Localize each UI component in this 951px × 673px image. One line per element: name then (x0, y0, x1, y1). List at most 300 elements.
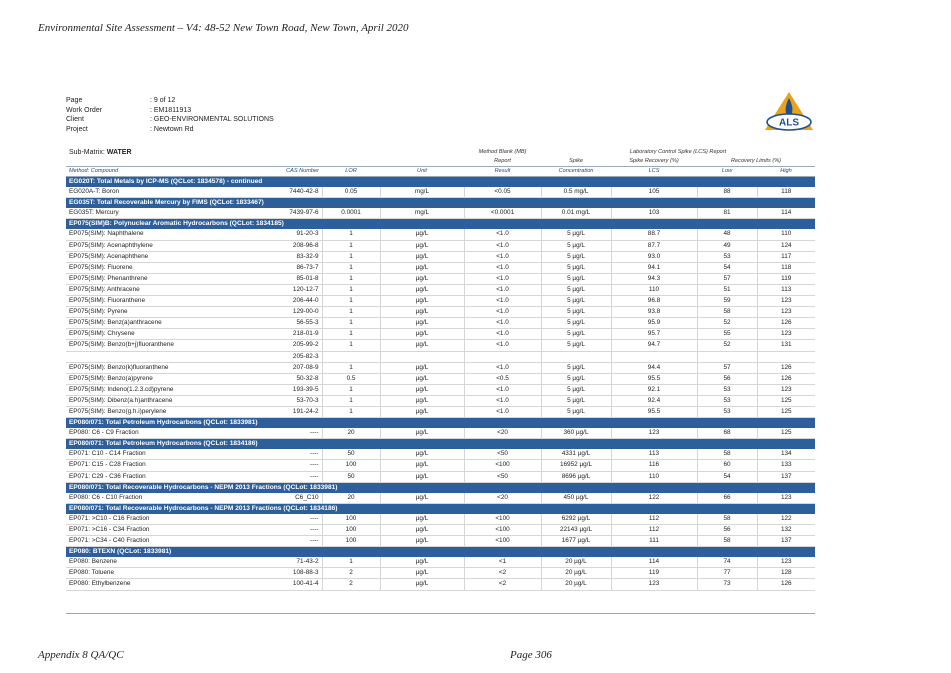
cell-unit: µg/L (380, 229, 464, 240)
cell-unit: µg/L (380, 362, 464, 373)
cell-lor: 1 (322, 318, 380, 329)
cell-compound: EP075(SIM): Benzo(k)fluoranthene (66, 362, 236, 373)
table-row (66, 340, 815, 351)
table-row (66, 329, 815, 340)
cell-lor: 1 (322, 362, 380, 373)
cell-lcs-recovery: 112 (611, 514, 697, 525)
section-title: EP080/071: Total Petroleum Hydrocarbons (QCLot: 1833981) (66, 418, 815, 429)
cell-recovery-low: 73 (697, 579, 757, 590)
cell-lcs-recovery: 87.7 (611, 240, 697, 251)
document-header: Environmental Site Assessment – V4: 48-52 New Town Road, New Town, April 2020 (38, 22, 409, 34)
cell-recovery-low: 88 (697, 187, 757, 198)
cell-cas-number: 7439-97-6 (236, 208, 322, 219)
cell-lcs-recovery: 94.4 (611, 362, 697, 373)
cell-compound: EP075(SIM): Fluoranthene (66, 296, 236, 307)
cell-recovery-low: 52 (697, 318, 757, 329)
section-title: EP080: BTEXN (QCLot: 1833981) (66, 547, 815, 558)
cell-spike-concentration: 5 µg/L (541, 329, 611, 340)
section-title: EG020T: Total Metals by ICP-MS (QCLot: 1834578) - continued (66, 177, 815, 188)
bottom-rule (66, 613, 815, 614)
section-title: EP080/071: Total Recoverable Hydrocarbons - NEPM 2013 Fractions (QCLot: 1833981) (66, 482, 815, 493)
header-lcs-report: Laboratory Control Spike (LCS) Report (629, 149, 727, 155)
qc-report (66, 96, 815, 588)
cell-result: <1.0 (464, 384, 541, 395)
section-header (66, 547, 815, 558)
cell-spike-concentration: 5 µg/L (541, 373, 611, 384)
cell-lcs-recovery: 93.0 (611, 251, 697, 262)
cell-recovery-high: 110 (757, 229, 815, 240)
cell-cas-number: 120-12-7 (236, 284, 322, 295)
cell-cas-number: 208-96-8 (236, 240, 322, 251)
cell-recovery-high: 122 (757, 514, 815, 525)
cell-result: <50 (464, 471, 541, 482)
cell-lor: 1 (322, 284, 380, 295)
header-low: Low (697, 167, 757, 177)
cell-lcs-recovery: 123 (611, 428, 697, 439)
cell-compound: EP075(SIM): Anthracene (66, 284, 236, 295)
cell-lcs-recovery: 96.8 (611, 296, 697, 307)
cell-spike-concentration: 5 µg/L (541, 340, 611, 351)
cell-compound: EP080: Ethylbenzene (66, 579, 236, 590)
table-row (66, 428, 815, 439)
cell-recovery-low: 58 (697, 449, 757, 460)
cell-compound: EP071: >C16 - C34 Fraction (66, 525, 236, 536)
cell-result: <100 (464, 536, 541, 547)
cell-lor: 100 (322, 460, 380, 471)
header-result: Result (464, 167, 541, 177)
cell-lor: 1 (322, 340, 380, 351)
cell-lor: 1 (322, 384, 380, 395)
cell-recovery-low: 58 (697, 307, 757, 318)
cell-compound: EP075(SIM): Dibenz(a.h)anthracene (66, 395, 236, 406)
cell-compound: EP075(SIM): Pyrene (66, 307, 236, 318)
cell-recovery-low: 66 (697, 493, 757, 504)
cell-unit: µg/L (380, 284, 464, 295)
cell-cas-number: ---- (236, 471, 322, 482)
cell-recovery-high: 123 (757, 296, 815, 307)
header-row-3 (66, 167, 815, 177)
cell-lor: 1 (322, 329, 380, 340)
cell-cas-number: ---- (236, 525, 322, 536)
cell-lor: 20 (322, 428, 380, 439)
cell-unit: µg/L (380, 493, 464, 504)
cell-lor: 50 (322, 449, 380, 460)
cell-spike-concentration: 5 µg/L (541, 229, 611, 240)
table-row (66, 449, 815, 460)
table-row (66, 536, 815, 547)
meta-label: Page (66, 97, 83, 104)
cell-unit: µg/L (380, 406, 464, 417)
section-header (66, 503, 815, 514)
cell-lor: 0.5 (322, 373, 380, 384)
cell-compound: EG035T: Mercury (66, 208, 236, 219)
cell-recovery-high: 117 (757, 251, 815, 262)
cell-spike-concentration: 5 µg/L (541, 251, 611, 262)
cell-spike-concentration: 5 µg/L (541, 406, 611, 417)
cell-spike-concentration: 5 µg/L (541, 318, 611, 329)
cell-compound: EP075(SIM): Phenanthrene (66, 273, 236, 284)
cell-result: <1.0 (464, 240, 541, 251)
cell-lcs-recovery: 95.9 (611, 318, 697, 329)
cell-compound: EP075(SIM): Acenaphthylene (66, 240, 236, 251)
cell-cas-number: 71-43-2 (236, 557, 322, 568)
cell-cas-number: 191-24-2 (236, 406, 322, 417)
section-header (66, 219, 815, 230)
cell-spike-concentration: 5 µg/L (541, 307, 611, 318)
cell-result: <1.0 (464, 307, 541, 318)
table-row (66, 284, 815, 295)
cell-lor: 1 (322, 240, 380, 251)
cell-unit: µg/L (380, 536, 464, 547)
meta-value: : Newtown Rd (150, 125, 194, 133)
cell-recovery-high: 123 (757, 307, 815, 318)
cell-compound: EP075(SIM): Acenaphthene (66, 251, 236, 262)
cell-spike-concentration (541, 351, 611, 362)
cell-cas-number: ---- (236, 460, 322, 471)
cell-spike-concentration: 20 µg/L (541, 579, 611, 590)
cell-lor: 100 (322, 514, 380, 525)
cell-recovery-high: 124 (757, 240, 815, 251)
cell-recovery-high (757, 351, 815, 362)
cell-lor: 20 (322, 493, 380, 504)
meta-row (66, 106, 815, 116)
cell-result: <50 (464, 449, 541, 460)
table-row (66, 307, 815, 318)
table-row (66, 406, 815, 417)
cell-unit: µg/L (380, 262, 464, 273)
cell-lor: 2 (322, 579, 380, 590)
cell-cas-number: 218-01-9 (236, 329, 322, 340)
header-method-blank: Method Blank (MB) (478, 149, 527, 155)
cell-unit: µg/L (380, 384, 464, 395)
cell-spike-concentration: 0.01 mg/L (541, 208, 611, 219)
logo-text: ALS (779, 117, 799, 129)
qc-results-table (66, 148, 815, 591)
section-header (66, 482, 815, 493)
table-row (66, 262, 815, 273)
cell-unit: mg/L (380, 187, 464, 198)
cell-spike-concentration: 5 µg/L (541, 284, 611, 295)
header-concentration: Concentration (541, 167, 611, 177)
cell-recovery-low: 56 (697, 373, 757, 384)
cell-recovery-low: 52 (697, 340, 757, 351)
header-blank (66, 157, 236, 167)
cell-lcs-recovery: 114 (611, 557, 697, 568)
cell-result: <1.0 (464, 406, 541, 417)
cell-spike-concentration: 20 µg/L (541, 568, 611, 579)
cell-lcs-recovery: 105 (611, 187, 697, 198)
cell-recovery-high: 137 (757, 536, 815, 547)
header-blank (322, 157, 380, 167)
table-row (66, 525, 815, 536)
cell-compound: EP071: C15 - C28 Fraction (66, 460, 236, 471)
header-report: Report (494, 158, 511, 164)
cell-spike-concentration: 5 µg/L (541, 240, 611, 251)
meta-row (66, 125, 815, 135)
cell-recovery-high: 133 (757, 460, 815, 471)
cell-lcs-recovery: 113 (611, 449, 697, 460)
cell-compound: EG020A-T: Boron (66, 187, 236, 198)
cell-result: <1 (464, 557, 541, 568)
cell-spike-concentration: 0.5 mg/L (541, 187, 611, 198)
cell-cas-number: 91-20-3 (236, 229, 322, 240)
cell-recovery-low: 53 (697, 406, 757, 417)
cell-unit: µg/L (380, 449, 464, 460)
meta-value: : GEO-ENVIRONMENTAL SOLUTIONS (150, 116, 274, 124)
cell-recovery-high: 126 (757, 579, 815, 590)
cell-recovery-high: 118 (757, 187, 815, 198)
cell-recovery-low: 57 (697, 273, 757, 284)
cell-cas-number: 100-41-4 (236, 579, 322, 590)
cell-lor: 1 (322, 307, 380, 318)
cell-recovery-high: 137 (757, 471, 815, 482)
cell-lor: 1 (322, 406, 380, 417)
cell-lor: 100 (322, 536, 380, 547)
cell-spike-concentration: 16952 µg/L (541, 460, 611, 471)
header-lcs: LCS (611, 167, 697, 177)
header-recovery-limits: Recovery Limits (%) (731, 158, 782, 164)
section-header (66, 198, 815, 209)
cell-spike-concentration: 8696 µg/L (541, 471, 611, 482)
cell-spike-concentration: 5 µg/L (541, 273, 611, 284)
cell-lor: 0.05 (322, 187, 380, 198)
header-blank (380, 148, 464, 157)
cell-result: <2 (464, 568, 541, 579)
cell-unit: µg/L (380, 296, 464, 307)
header-spike-recovery: Spike Recovery (%) (629, 158, 679, 164)
header-row-1 (66, 148, 815, 157)
cell-cas-number: 56-55-3 (236, 318, 322, 329)
cell-result: <1.0 (464, 251, 541, 262)
cell-unit: µg/L (380, 525, 464, 536)
section-title: EG035T: Total Recoverable Mercury by FIMS (QCLot: 1833467) (66, 198, 815, 209)
cell-lor: 1 (322, 273, 380, 284)
section-title: EP080/071: Total Recoverable Hydrocarbons - NEPM 2013 Fractions (QCLot: 1834186) (66, 503, 815, 514)
cell-spike-concentration: 20 µg/L (541, 557, 611, 568)
cell-unit: µg/L (380, 273, 464, 284)
cell-unit: µg/L (380, 471, 464, 482)
cell-lcs-recovery: 95.7 (611, 329, 697, 340)
cell-cas-number: ---- (236, 514, 322, 525)
header-cas-number: CAS Number (236, 167, 322, 177)
cell-compound: EP075(SIM): Benzo(g.h.i)perylene (66, 406, 236, 417)
cell-cas-number: C6_C10 (236, 493, 322, 504)
table-row (66, 351, 815, 362)
cell-spike-concentration: 5 µg/L (541, 362, 611, 373)
cell-compound: EP075(SIM): Benzo(b+j)fluoranthene (66, 340, 236, 351)
cell-lcs-recovery: 110 (611, 284, 697, 295)
cell-unit: µg/L (380, 340, 464, 351)
table-row (66, 229, 815, 240)
cell-recovery-low: 54 (697, 262, 757, 273)
cell-result: <0.0001 (464, 208, 541, 219)
cell-unit: mg/L (380, 208, 464, 219)
cell-recovery-high: 125 (757, 406, 815, 417)
cell-unit (380, 351, 464, 362)
cell-recovery-high: 125 (757, 428, 815, 439)
table-row (66, 460, 815, 471)
meta-row (66, 96, 815, 106)
cell-lcs-recovery (611, 351, 697, 362)
table-row (66, 208, 815, 219)
cell-recovery-low: 77 (697, 568, 757, 579)
cell-compound: EP075(SIM): Benz(a)anthracene (66, 318, 236, 329)
header-blank (322, 148, 380, 157)
cell-result: <0.05 (464, 187, 541, 198)
cell-unit: µg/L (380, 318, 464, 329)
cell-lcs-recovery: 112 (611, 525, 697, 536)
table-row (66, 273, 815, 284)
section-header (66, 418, 815, 429)
header-row-2 (66, 157, 815, 167)
cell-unit: µg/L (380, 307, 464, 318)
cell-result: <100 (464, 460, 541, 471)
table-row (66, 373, 815, 384)
cell-unit: µg/L (380, 428, 464, 439)
cell-lcs-recovery: 95.5 (611, 373, 697, 384)
cell-lcs-recovery: 92.4 (611, 395, 697, 406)
cell-recovery-low: 81 (697, 208, 757, 219)
cell-recovery-low: 53 (697, 251, 757, 262)
cell-recovery-high: 126 (757, 362, 815, 373)
cell-result: <1.0 (464, 296, 541, 307)
cell-lor: 1 (322, 557, 380, 568)
cell-lcs-recovery: 103 (611, 208, 697, 219)
cell-recovery-low: 53 (697, 395, 757, 406)
table-row (66, 514, 815, 525)
header-unit: Unit (380, 167, 464, 177)
cell-recovery-low: 68 (697, 428, 757, 439)
cell-recovery-high: 123 (757, 557, 815, 568)
cell-recovery-high: 118 (757, 262, 815, 273)
cell-lcs-recovery: 94.3 (611, 273, 697, 284)
table-row (66, 471, 815, 482)
cell-recovery-high: 119 (757, 273, 815, 284)
cell-lcs-recovery: 94.1 (611, 262, 697, 273)
section-title: EP075(SIM)B: Polynuclear Aromatic Hydrocarbons (QCLot: 1834185) (66, 219, 815, 230)
table-row (66, 493, 815, 504)
cell-lor: 50 (322, 471, 380, 482)
cell-cas-number: ---- (236, 449, 322, 460)
cell-recovery-low (697, 351, 757, 362)
cell-result: <1.0 (464, 329, 541, 340)
cell-recovery-high: 126 (757, 373, 815, 384)
report-meta (66, 96, 815, 134)
cell-recovery-low: 54 (697, 471, 757, 482)
cell-unit: µg/L (380, 568, 464, 579)
cell-cas-number: 83-32-9 (236, 251, 322, 262)
table-body (66, 148, 815, 590)
table-row (66, 557, 815, 568)
sub-matrix (66, 148, 322, 157)
cell-compound: EP080: C6 - C10 Fraction (66, 493, 236, 504)
cell-result: <1.0 (464, 340, 541, 351)
cell-compound (66, 351, 236, 362)
cell-recovery-high: 134 (757, 449, 815, 460)
cell-recovery-low: 48 (697, 229, 757, 240)
table-row (66, 296, 815, 307)
cell-spike-concentration: 4331 µg/L (541, 449, 611, 460)
cell-spike-concentration: 5 µg/L (541, 395, 611, 406)
cell-recovery-high: 114 (757, 208, 815, 219)
cell-cas-number: ---- (236, 428, 322, 439)
cell-cas-number: 205-99-2 (236, 340, 322, 351)
cell-compound: EP075(SIM): Indeno(1.2.3.cd)pyrene (66, 384, 236, 395)
cell-cas-number: 7440-42-8 (236, 187, 322, 198)
cell-cas-number: 206-44-0 (236, 296, 322, 307)
cell-result: <1.0 (464, 318, 541, 329)
cell-lor: 1 (322, 262, 380, 273)
cell-cas-number: 207-08-9 (236, 362, 322, 373)
cell-compound: EP075(SIM): Fluorene (66, 262, 236, 273)
cell-unit: µg/L (380, 395, 464, 406)
cell-recovery-high: 125 (757, 395, 815, 406)
meta-label: Client (66, 116, 84, 124)
cell-recovery-low: 51 (697, 284, 757, 295)
cell-lcs-recovery: 94.7 (611, 340, 697, 351)
cell-result: <1.0 (464, 395, 541, 406)
cell-lor: 1 (322, 251, 380, 262)
cell-lor: 100 (322, 525, 380, 536)
cell-lcs-recovery: 93.8 (611, 307, 697, 318)
cell-lcs-recovery: 111 (611, 536, 697, 547)
cell-unit: µg/L (380, 240, 464, 251)
cell-compound: EP075(SIM): Naphthalene (66, 229, 236, 240)
meta-value: : EM1811913 (150, 106, 192, 114)
footer-page-number: Page 306 (510, 649, 552, 661)
cell-spike-concentration: 22143 µg/L (541, 525, 611, 536)
cell-result: <100 (464, 514, 541, 525)
cell-recovery-high: 123 (757, 384, 815, 395)
cell-unit: µg/L (380, 514, 464, 525)
table-row (66, 251, 815, 262)
cell-result: <1.0 (464, 273, 541, 284)
cell-unit: µg/L (380, 460, 464, 471)
sub-matrix-value: WATER (106, 149, 132, 156)
cell-recovery-high: 128 (757, 568, 815, 579)
table-row (66, 362, 815, 373)
cell-cas-number: 205-82-3 (236, 351, 322, 362)
cell-result: <20 (464, 493, 541, 504)
cell-unit: µg/L (380, 557, 464, 568)
cell-recovery-low: 57 (697, 362, 757, 373)
cell-recovery-low: 60 (697, 460, 757, 471)
cell-lcs-recovery: 122 (611, 493, 697, 504)
cell-cas-number: ---- (236, 536, 322, 547)
cell-lor: 2 (322, 568, 380, 579)
cell-recovery-low: 58 (697, 536, 757, 547)
cell-unit: µg/L (380, 329, 464, 340)
cell-lor (322, 351, 380, 362)
section-header (66, 177, 815, 188)
meta-label: Work Order (66, 106, 103, 114)
table-row (66, 240, 815, 251)
table-row (66, 395, 815, 406)
table-row (66, 384, 815, 395)
cell-spike-concentration: 5 µg/L (541, 296, 611, 307)
cell-lor: 1 (322, 229, 380, 240)
cell-compound: EP071: >C10 - C16 Fraction (66, 514, 236, 525)
cell-result: <2 (464, 579, 541, 590)
cell-compound: EP075(SIM): Benzo(a)pyrene (66, 373, 236, 384)
cell-recovery-low: 53 (697, 384, 757, 395)
cell-recovery-high: 126 (757, 318, 815, 329)
header-high: High (757, 167, 815, 177)
cell-compound: EP071: >C34 - C40 Fraction (66, 536, 236, 547)
cell-lcs-recovery: 88.7 (611, 229, 697, 240)
header-spike: Spike (569, 158, 584, 164)
section-title: EP080/071: Total Petroleum Hydrocarbons (QCLot: 1834186) (66, 439, 815, 450)
